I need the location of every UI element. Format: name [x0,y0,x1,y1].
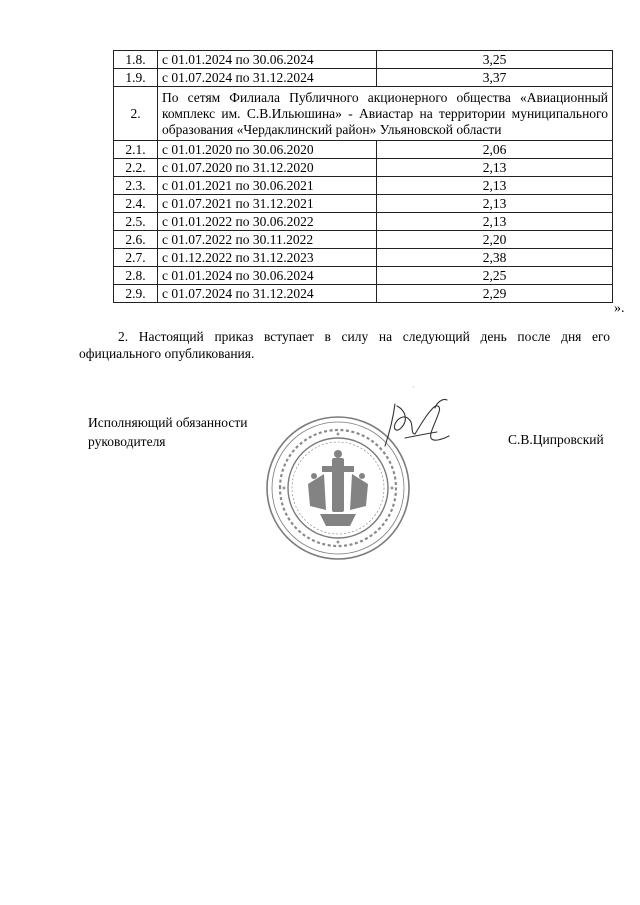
tariff-value-cell: 2,25 [377,267,613,285]
tariff-value-cell: 2,38 [377,249,613,267]
row-number: 2.4. [114,195,158,213]
tariff-value-cell: 2,29 [377,285,613,303]
table-row [114,141,613,159]
period-cell: с 01.01.2021 по 30.06.2021 [158,177,377,195]
row-number: 2. [114,87,158,141]
table-row [114,231,613,249]
handwritten-signature-icon [375,394,465,454]
tariff-value-cell: 2,13 [377,159,613,177]
closing-quote-mark: ». [614,301,625,316]
row-number: 2.2. [114,159,158,177]
period-cell: с 01.01.2024 по 30.06.2024 [158,267,377,285]
tariff-value-cell: 2,13 [377,195,613,213]
tariff-value-cell: 2,06 [377,141,613,159]
period-cell: с 01.07.2021 по 31.12.2021 [158,195,377,213]
tariff-value-cell: 2,13 [377,177,613,195]
table-row [114,159,613,177]
signer-name: С.В.Ципровский [508,432,604,447]
table-row [114,249,613,267]
period-cell: с 01.07.2024 по 31.12.2024 [158,69,377,87]
period-cell: с 01.07.2022 по 30.11.2022 [158,231,377,249]
period-cell: с 01.12.2022 по 31.12.2023 [158,249,377,267]
ink-dot: · [412,383,415,392]
tariff-value-cell: 2,20 [377,231,613,249]
tariff-value-cell: 3,25 [377,51,613,69]
row-number: 2.7. [114,249,158,267]
tariff-table-body [114,51,613,303]
tariff-value-cell: 2,13 [377,213,613,231]
period-cell: с 01.07.2024 по 31.12.2024 [158,285,377,303]
period-cell: с 01.01.2022 по 30.06.2022 [158,213,377,231]
row-number: 2.5. [114,213,158,231]
row-number: 2.9. [114,285,158,303]
row-number: 1.8. [114,51,158,69]
table-row [114,195,613,213]
period-cell: с 01.01.2020 по 30.06.2020 [158,141,377,159]
table-row [114,69,613,87]
section-description: По сетям Филиала Публичного акционерного общества «Авиационный комплекс им. С.В.Ильюшина» - Авиастар на территории муниципального образования «Чердаклинский район» Ульяновской области [158,87,613,141]
period-cell: с 01.07.2020 по 31.12.2020 [158,159,377,177]
signer-position-line-2: руководителя [88,434,166,449]
row-number: 2.1. [114,141,158,159]
table-row [114,51,613,69]
signer-position-line-1: Исполняющий обязанности [88,415,248,430]
effective-date-paragraph: 2. Настоящий приказ вступает в силу на следующий день после дня его официального опубликования. [79,329,610,361]
row-number: 2.6. [114,231,158,249]
signer-position [88,413,247,451]
row-number: 2.8. [114,267,158,285]
table-row [114,87,613,141]
row-number: 2.3. [114,177,158,195]
table-row [114,213,613,231]
table-row [114,267,613,285]
table-row [114,285,613,303]
tariff-table [113,50,613,303]
row-number: 1.9. [114,69,158,87]
period-cell: с 01.01.2024 по 30.06.2024 [158,51,377,69]
table-row [114,177,613,195]
tariff-value-cell: 3,37 [377,69,613,87]
